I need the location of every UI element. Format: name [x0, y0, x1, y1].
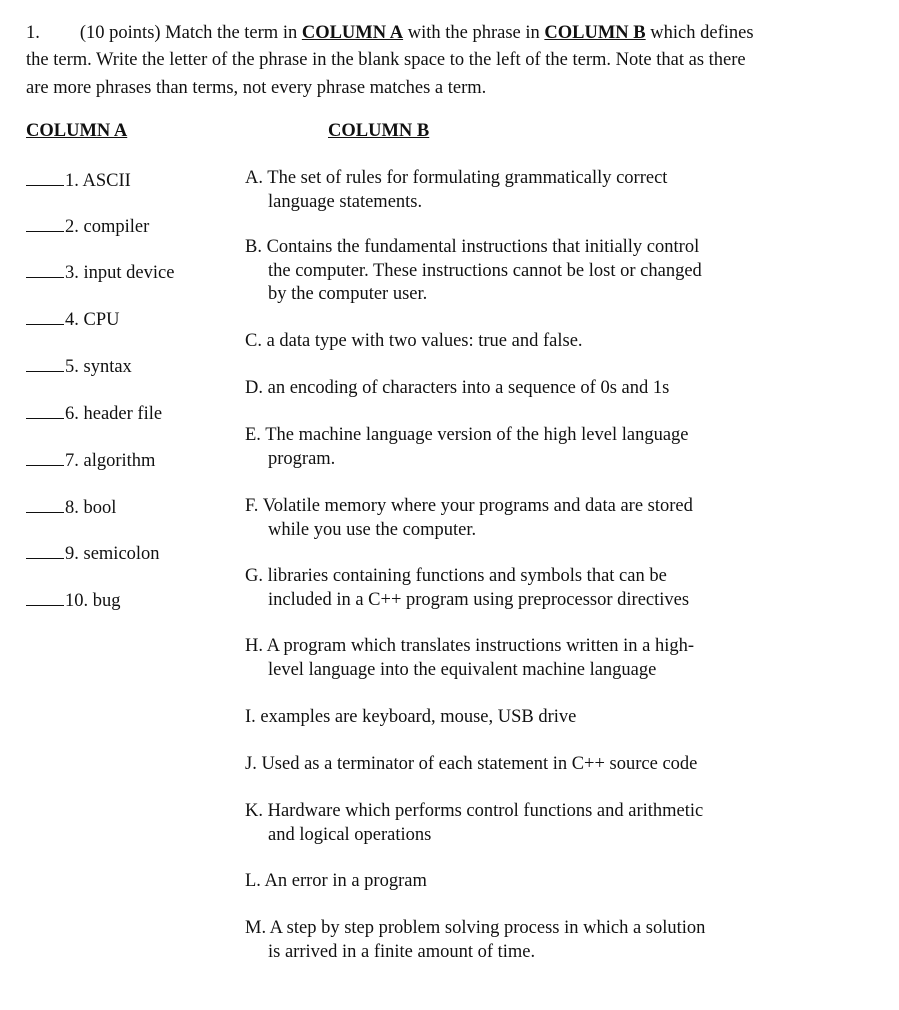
- term-row: [26, 260, 174, 285]
- term-row: [26, 214, 149, 239]
- definition-line: L. An error in a program: [245, 871, 427, 891]
- definition-item: [245, 236, 702, 307]
- answer-blank[interactable]: [26, 168, 64, 186]
- column-b-header: COLUMN B: [328, 121, 430, 141]
- term-label: 5. syntax: [65, 357, 132, 377]
- definition-item: [245, 424, 689, 471]
- term-row: [26, 588, 121, 613]
- definition-line: G. libraries containing functions and symbols that can be: [245, 566, 667, 586]
- answer-blank[interactable]: [26, 214, 64, 232]
- definition-line: language statements.: [268, 191, 423, 212]
- answer-blank[interactable]: [26, 307, 64, 325]
- definition-line: while you use the computer.: [268, 519, 477, 540]
- answer-blank[interactable]: [26, 495, 64, 513]
- definition-item: [245, 167, 667, 214]
- term-label: 1. ASCII: [65, 171, 131, 191]
- term-row: [26, 168, 131, 193]
- answer-blank[interactable]: [26, 354, 64, 372]
- definition-line: by the computer user.: [268, 284, 428, 304]
- definition-line: the computer. These instructions cannot be lost or changed: [268, 260, 702, 281]
- answer-blank[interactable]: [26, 260, 64, 278]
- definition-line: program.: [268, 448, 336, 469]
- question-line-1: 1. (10 points) Match the term in COLUMN A with the phrase in COLUMN B which defines: [26, 23, 754, 43]
- definition-line: level language into the equivalent machine language: [268, 659, 657, 680]
- definition-item: [245, 565, 689, 612]
- definition-item: [245, 330, 583, 354]
- question-number: 1.: [26, 23, 40, 43]
- term-label: 8. bool: [65, 498, 117, 518]
- definition-line: J. Used as a terminator of each statement in C++ source code: [245, 754, 698, 774]
- definition-line: M. A step by step problem solving process in which a solution: [245, 918, 706, 938]
- term-row: [26, 448, 155, 473]
- term-label: 3. input device: [65, 263, 175, 283]
- definition-item: [245, 800, 703, 847]
- definition-line: D. an encoding of characters into a sequence of 0s and 1s: [245, 378, 670, 398]
- term-row: [26, 495, 116, 520]
- term-label: 4. CPU: [65, 310, 120, 330]
- definition-line: A. The set of rules for formulating grammatically correct: [245, 168, 668, 188]
- answer-blank[interactable]: [26, 448, 64, 466]
- definition-line: E. The machine language version of the high level language: [245, 425, 689, 445]
- definition-line: included in a C++ program using preprocessor directives: [268, 589, 690, 610]
- definition-item: [245, 917, 705, 964]
- term-row: [26, 401, 162, 426]
- definition-item: [245, 377, 669, 401]
- definition-line: I. examples are keyboard, mouse, USB drive: [245, 707, 577, 727]
- definition-item: [245, 753, 697, 777]
- definition-item: [245, 870, 427, 894]
- question-line-2: the term. Write the letter of the phrase in the blank space to the left of the term. Note that as there: [26, 50, 746, 70]
- definition-line: B. Contains the fundamental instructions that initially control: [245, 237, 700, 257]
- term-label: 10. bug: [65, 591, 121, 611]
- definition-item: [245, 706, 576, 730]
- definition-line: H. A program which translates instructions written in a high-: [245, 636, 695, 656]
- definition-line: F. Volatile memory where your programs and data are stored: [245, 496, 693, 516]
- answer-blank[interactable]: [26, 588, 64, 606]
- term-label: 7. algorithm: [65, 451, 156, 471]
- answer-blank[interactable]: [26, 541, 64, 559]
- question-line-3: are more phrases than terms, not every phrase matches a term.: [26, 78, 487, 98]
- answer-blank[interactable]: [26, 401, 64, 419]
- column-a-header: COLUMN A: [26, 121, 128, 141]
- term-row: [26, 307, 120, 332]
- term-label: 2. compiler: [65, 217, 150, 237]
- term-label: 6. header file: [65, 404, 163, 424]
- definition-line: C. a data type with two values: true and false.: [245, 331, 583, 351]
- definition-item: [245, 635, 694, 682]
- definition-line: K. Hardware which performs control functions and arithmetic: [245, 801, 704, 821]
- term-row: [26, 354, 132, 379]
- definition-line: is arrived in a finite amount of time.: [268, 941, 536, 962]
- term-row: [26, 541, 160, 566]
- definition-line: and logical operations: [268, 824, 432, 845]
- term-label: 9. semicolon: [65, 544, 160, 564]
- definition-item: [245, 495, 693, 542]
